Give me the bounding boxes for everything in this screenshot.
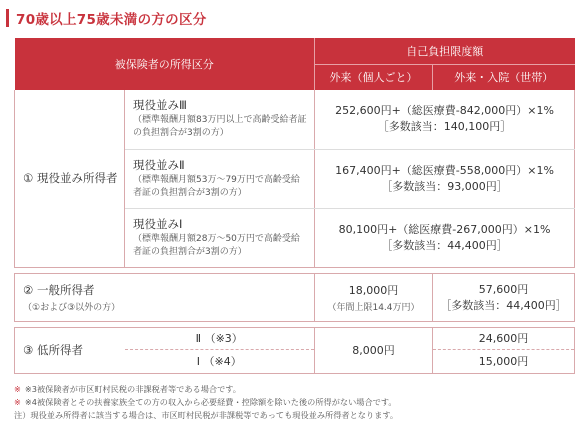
group2-outpatient-note: （年間上限14.4万円） — [327, 302, 420, 313]
group2-sub: （①および③以外の方） — [23, 302, 121, 313]
group2-label-cell — [15, 273, 315, 321]
group2-outpatient — [315, 273, 433, 321]
group2-combined-multi: ［多数該当：44,400円］ — [440, 299, 567, 312]
header-cost-limit: 自己負担限度額 — [315, 38, 575, 64]
limit-formula: 167,400円+（総医療費-558,000円）×1% — [335, 163, 554, 177]
limit-formula: 252,600円+（総医療費-842,000円）×1% — [335, 104, 554, 118]
header-income-category: 被保険者の所得区分 — [15, 38, 315, 90]
footnote-text: ※3被保険者が市区町村民税の非課税者等である場合です。 — [24, 384, 241, 394]
page-title: 70歳以上75歳未満の方の区分 — [16, 12, 207, 28]
limit-multi: ［多数該当：140,100円］ — [377, 120, 512, 134]
group1-row3-limit — [315, 208, 575, 267]
cost-limit-table — [14, 38, 575, 374]
limit-formula: 80,100円+（総医療費-267,000円）×1% — [338, 222, 551, 236]
group3-row1-combined: 24,600円 — [433, 327, 575, 349]
group3-row1-category: Ⅱ （※3） — [125, 327, 315, 349]
footnote-3 — [14, 409, 574, 422]
row-title: 現役並みⅡ — [133, 157, 185, 172]
footnote-mark: ※ — [14, 397, 21, 407]
group3-outpatient: 8,000円 — [315, 327, 433, 373]
row-title: 現役並みⅢ — [133, 98, 187, 113]
limit-multi: ［多数該当：44,400円］ — [381, 238, 508, 252]
footnote-mark: ※ — [14, 384, 21, 394]
row-note: （標準報酬月額28万～50万円で高齢受給者証の負担割合が3割の方） — [133, 233, 300, 257]
group3-row2-category: Ⅰ （※4） — [125, 349, 315, 373]
group2-label: ② 一般所得者 — [23, 282, 95, 297]
group2-combined-value: 57,600円 — [478, 283, 529, 296]
group2-combined — [433, 273, 575, 321]
group3-row2-combined: 15,000円 — [433, 349, 575, 373]
group1-row2-category — [125, 149, 315, 208]
row-note: （標準報酬月額53万～79万円で高齢受給者証の負担割合が3割の方） — [133, 174, 300, 198]
row-title: 現役並みⅠ — [133, 216, 183, 231]
title-accent-bar — [6, 9, 9, 27]
footnote-text: ※4被保険者とその扶養家族全ての方の収入から必要経費・控除額を除いた後の所得がない場合です。 — [24, 397, 397, 407]
header-outpatient: 外来（個人ごと） — [315, 64, 433, 90]
footnotes — [14, 383, 574, 422]
group1-row3-category — [125, 208, 315, 267]
group2-outpatient-value: 18,000円 — [348, 283, 399, 297]
group1-row2-limit — [315, 149, 575, 208]
group1-row1-category — [125, 90, 315, 149]
group3-label: ③ 低所得者 — [15, 327, 125, 373]
group1-row1-limit — [315, 90, 575, 149]
page-title-bar — [6, 8, 207, 28]
row-note: （標準報酬月額83万円以上で高齢受給者証の負担割合が3割の方） — [133, 115, 307, 139]
limit-multi: ［多数該当：93,000円］ — [381, 179, 508, 193]
group1-label: ① 現役並み所得者 — [15, 90, 125, 267]
footnote-2 — [14, 396, 574, 409]
footnote-text: 注）現役並み所得者に該当する場合は、市区町村民税が非課税等であっても現役並み所得者となります。 — [14, 410, 399, 420]
header-combined: 外来・入院（世帯） — [433, 64, 575, 90]
footnote-1 — [14, 383, 574, 396]
